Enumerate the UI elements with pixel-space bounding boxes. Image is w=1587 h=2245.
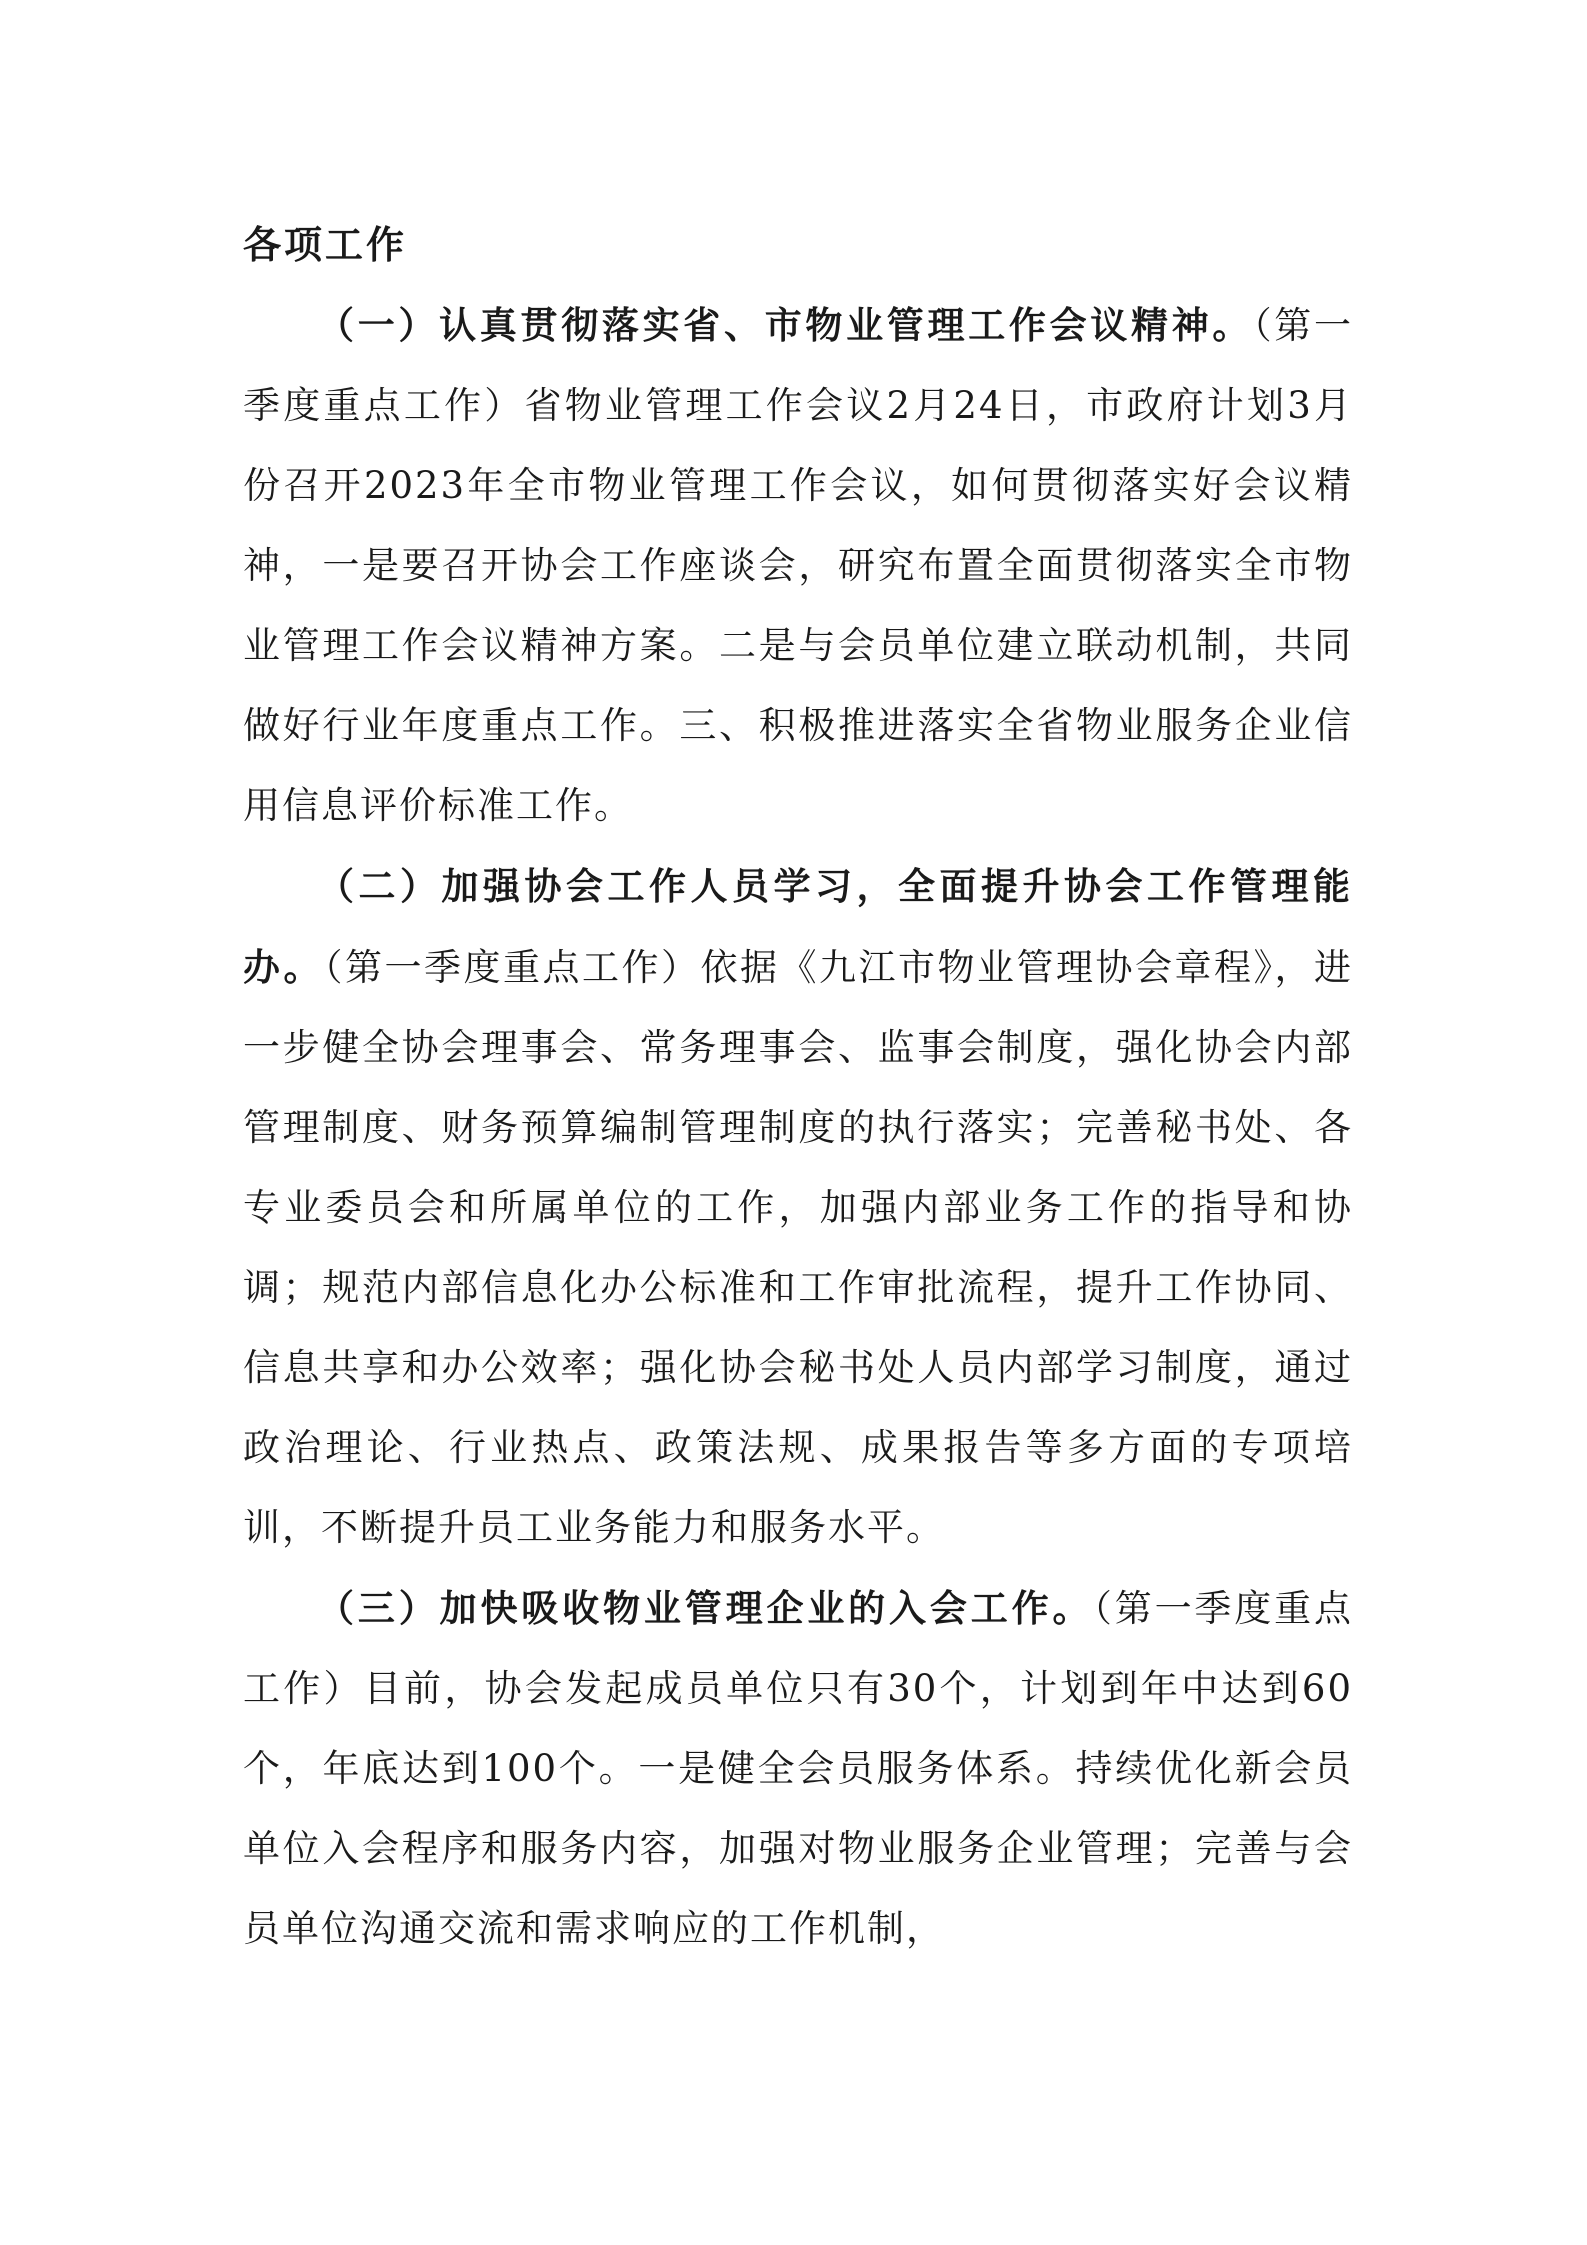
paragraph-3-body: （第一季度重点工作）目前，协会发起成员单位只有30个，计划到年中达到60个，年底达到100个。一是健全会员服务体系。持续优化新会员单位入会程序和服务内容，加强对物业服务企业管理；完善与会员单位沟通交流和需求响应的工作机制， xyxy=(243,1587,1354,1950)
paragraph-2-body: （第一季度重点工作）依据《九江市物业管理协会章程》，进一步健全协会理事会、常务理事会、监事会制度，强化协会内部管理制度、财务预算编制管理制度的执行落实；完善秘书处、各专业委员会和所属单位的工作，加强内部业务工作的指导和协调；规范内部信息化办公标准和工作审批流程，提升工作协同、信息共享和办公效率；强化协会秘书处人员内部学习制度，通过政治理论、行业热点、政策法规、成果报告等多方面的专项培训，不断提升员工业务能力和服务水平。 xyxy=(243,946,1353,1549)
paragraph-3 xyxy=(243,1568,1353,1969)
paragraph-1-lead: （一）认真贯彻落实省、市物业管理工作会议精神。 xyxy=(317,303,1254,347)
section-heading: 各项工作 xyxy=(243,223,408,267)
paragraph-1 xyxy=(243,285,1353,846)
paragraph-3-lead: （三）加快吸收物业管理企业的入会工作。 xyxy=(317,1586,1094,1630)
paragraph-1-body: （第一季度重点工作）省物业管理工作会议2月24日，市政府计划3月份召开2023年全市物业管理工作会议，如何贯彻落实好会议精神，一是要召开协会工作座谈会，研究布置全面贯彻落实全市物业管理工作会议精神方案。二是与会员单位建立联动机制，共同做好行业年度重点工作。三、积极推进落实全省物业服务企业信用信息评价标准工作。 xyxy=(243,304,1354,827)
paragraph-2-lead: （二）加强协会工作人员学习，全面提升协会工作管理能办。 xyxy=(243,864,1353,989)
paragraph-2 xyxy=(243,846,1353,1568)
document-page xyxy=(243,205,1353,1969)
